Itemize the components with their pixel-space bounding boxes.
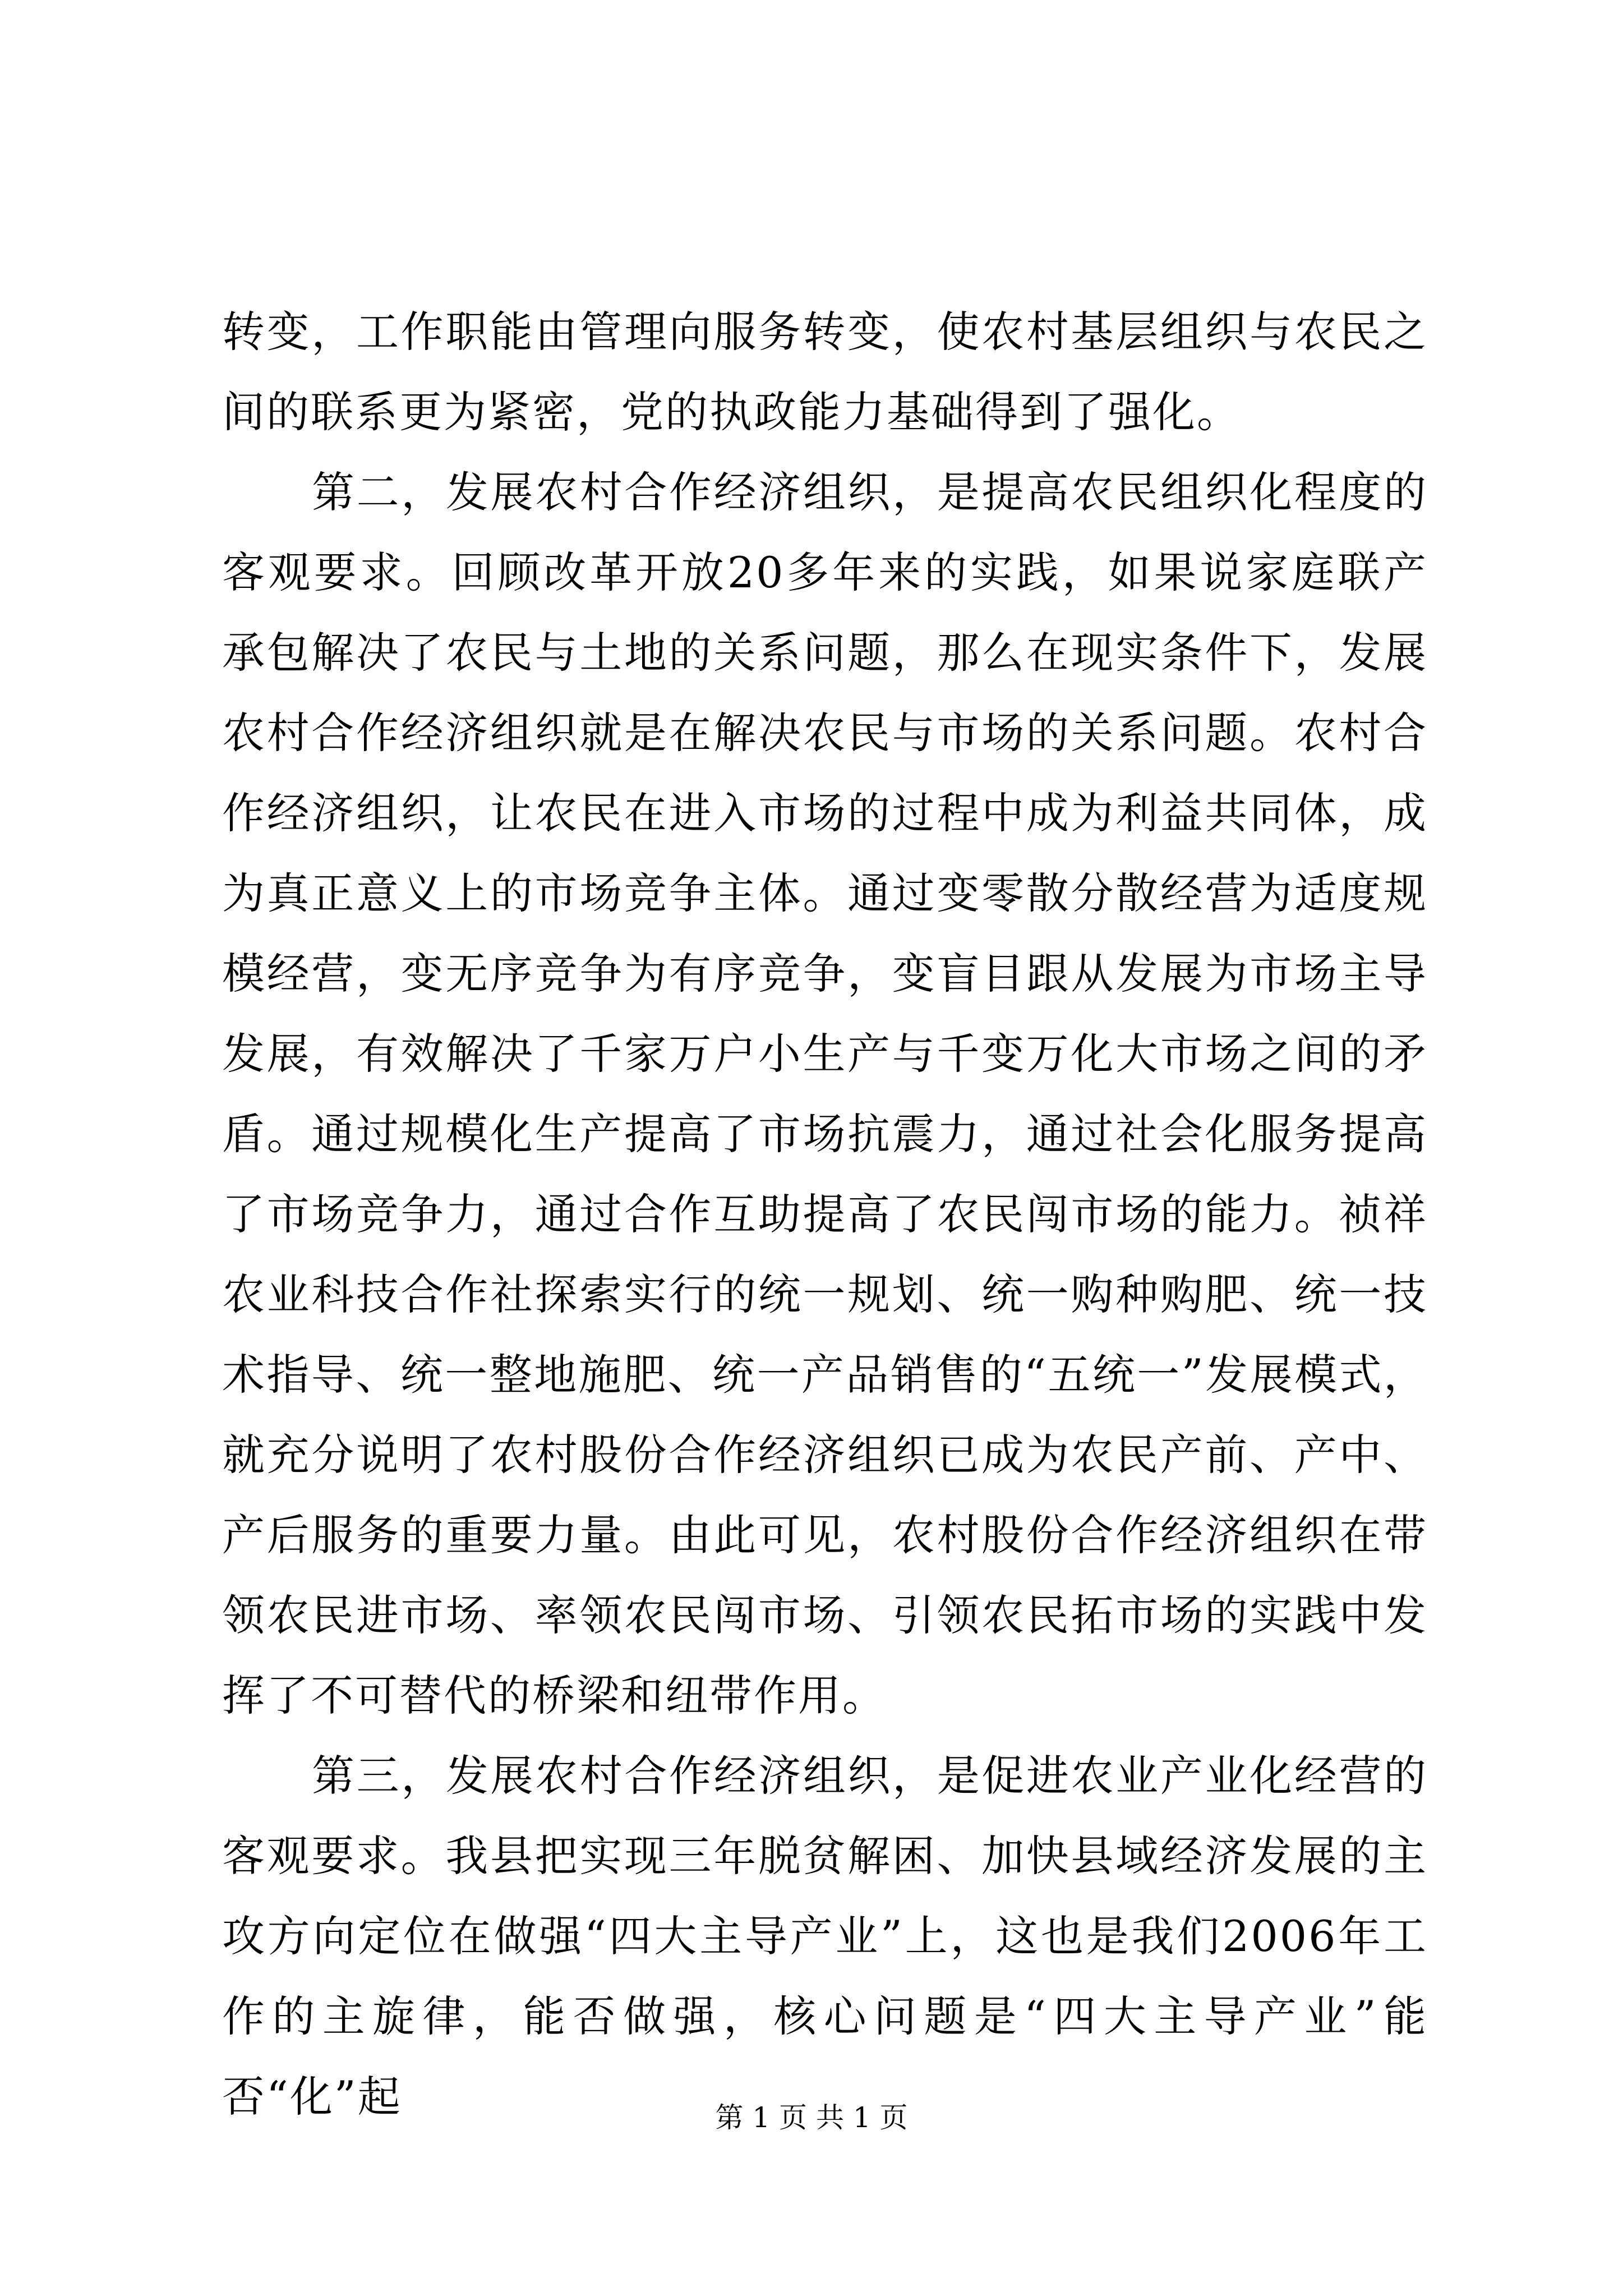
page-footer: 第 1 页 共 1 页 [715,2101,908,2134]
paragraph-second: 第二，发展农村合作经济组织，是提高农民组织化程度的客观要求。回顾改革开放20多年来的实践，如果说家庭联产承包解决了农民与土地的关系问题，那么在现实条件下，发展农村合作经济组织就是在解决农民与市场的关系问题。农村合作经济组织，让农民在进入市场的过程中成为利益共同体，成为真正意义上的市场竞争主体。通过变零散分散经营为适度规模经营，变无序竞争为有序竞争，变盲目跟从发展为市场主导发展，有效解决了千家万户小生产与千变万化大市场之间的矛盾。通过规模化生产提高了市场抗震力，通过社会化服务提高了市场竞争力，通过合作互助提高了农民闯市场的能力。祯祥农业科技合作社探索实行的统一规划、统一购种购肥、统一技术指导、统一整地施肥、统一产品销售的“五统一”发展模式，就充分说明了农村股份合作经济组织已成为农民产前、产中、产后服务的重要力量。由此可见，农村股份合作经济组织在带领农民进市场、率领农民闯市场、引领农民拓市场的实践中发挥了不可替代的桥梁和纽带作用。 [222,467,1428,1720]
document-body [222,292,1428,2137]
paragraph-third: 第三，发展农村合作经济组织，是促进农业产业化经营的客观要求。我县把实现三年脱贫解困、加快县域经济发展的主攻方向定位在做强“四大主导产业”上，这也是我们2006年工作的主旋律，能否做强，核心问题是“四大主导产业”能否“化”起 [222,1751,1428,2122]
paragraph-continuation: 转变，工作职能由管理向服务转变，使农村基层组织与农民之间的联系更为紧密，党的执政能力基础得到了强化。 [222,307,1428,437]
